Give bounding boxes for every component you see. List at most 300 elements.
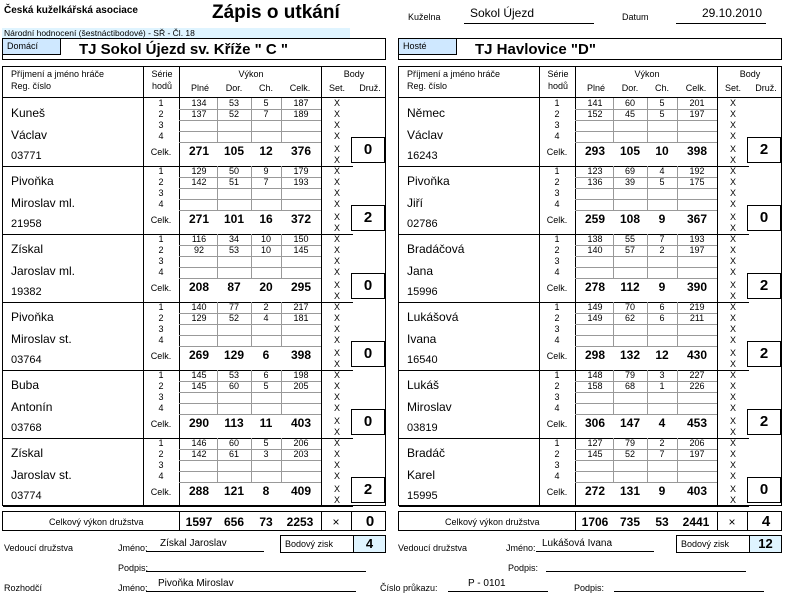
series-col-header2: hodů	[547, 81, 569, 91]
series-dor: 51	[228, 177, 239, 187]
referee-signature-field[interactable]	[614, 578, 764, 592]
set-mark: X	[333, 449, 340, 459]
player-points: 2	[747, 137, 781, 163]
player-reg: 03764	[11, 354, 42, 366]
set-mark: X	[333, 245, 340, 255]
set-header: Set.	[724, 83, 741, 93]
home-bod-zisk-value: 4	[353, 536, 385, 552]
series-number: 3	[554, 120, 560, 130]
inner-divider	[281, 438, 282, 482]
col-divider	[539, 67, 540, 505]
series-number: 4	[554, 471, 560, 481]
body-header: Body	[343, 69, 365, 79]
set-mark: X	[333, 335, 340, 345]
player-tot-celk: 453	[686, 416, 708, 430]
set-mark: X	[333, 131, 340, 141]
inner-divider	[677, 370, 678, 414]
series-plne: 92	[193, 245, 204, 255]
home-total-points: 0	[365, 513, 375, 530]
set-mark: X	[333, 109, 340, 119]
series-number: 3	[158, 120, 164, 130]
player-tot-plne: 288	[188, 484, 210, 498]
player-celk-label: Celk.	[150, 487, 172, 497]
player-tot-dor: 108	[619, 212, 641, 226]
series-number: 3	[554, 460, 560, 470]
set-mark: X	[333, 234, 340, 244]
series-celk: 197	[689, 245, 705, 255]
home-total-ch: 73	[259, 515, 273, 529]
series-dor: 60	[228, 438, 239, 448]
series-dor: 57	[624, 245, 635, 255]
player-surname: Bradáč	[407, 446, 446, 460]
series-ch: 5	[263, 438, 269, 448]
series-number: 4	[158, 131, 164, 141]
series-number: 4	[554, 199, 560, 209]
set-mark: X	[729, 267, 736, 277]
inner-divider	[281, 234, 282, 278]
series-line	[575, 346, 717, 347]
guest-panel	[398, 66, 782, 506]
series-line	[179, 210, 321, 211]
date-label: Datum	[622, 12, 649, 22]
set-mark: X	[729, 120, 736, 130]
series-plne: 140	[587, 245, 603, 255]
player-tot-dor: 129	[223, 348, 245, 362]
series-ch: 4	[263, 313, 269, 323]
set-header: Set.	[328, 83, 345, 93]
inner-divider	[647, 98, 648, 142]
player-reg: 03819	[407, 422, 438, 434]
player-celk-label: Celk.	[546, 283, 568, 293]
venue-field: Sokol Újezd	[464, 6, 594, 24]
inner-divider	[613, 98, 614, 142]
player-tot-ch: 12	[259, 144, 273, 158]
player-tot-celk: 409	[290, 484, 312, 498]
set-mark: X	[333, 324, 340, 334]
vykon-header: Výkon	[238, 69, 264, 79]
series-celk: 187	[293, 98, 309, 108]
player-celk-label: Celk.	[150, 283, 172, 293]
plne-header: Plné	[586, 83, 605, 93]
series-ch: 3	[263, 449, 269, 459]
series-dor: 61	[228, 449, 239, 459]
series-number: 1	[554, 98, 560, 108]
player-tot-celk: 403	[290, 416, 312, 430]
series-number: 1	[158, 438, 164, 448]
series-ch: 3	[659, 370, 665, 380]
set-mark: X	[333, 199, 340, 209]
spacer	[3, 143, 143, 144]
series-dor: 52	[624, 449, 635, 459]
player-tot-celk: 367	[686, 212, 708, 226]
inner-divider	[251, 370, 252, 414]
guest-total-celk: 2441	[682, 515, 710, 529]
series-ch: 10	[260, 234, 271, 244]
player-tot-dor: 105	[619, 144, 641, 158]
series-plne: 152	[587, 109, 603, 119]
series-number: 4	[158, 335, 164, 345]
player-points: 2	[351, 477, 385, 503]
player-tot-plne: 278	[584, 280, 606, 294]
series-line	[575, 324, 717, 325]
set-mark: X	[333, 223, 340, 233]
association-name: Česká kuželkářská asociace	[4, 5, 138, 16]
set-mark: X	[729, 370, 736, 380]
set-mark: X	[729, 403, 736, 413]
venue-label: Kuželna	[408, 12, 441, 22]
series-plne: 123	[587, 166, 603, 176]
series-line	[179, 188, 321, 189]
series-plne: 129	[191, 166, 207, 176]
inner-divider	[677, 302, 678, 346]
series-dor: 60	[228, 381, 239, 391]
player-surname: Získal	[11, 242, 44, 256]
player-surname: Bradáčová	[407, 242, 465, 256]
spacer	[399, 415, 539, 416]
series-plne: 148	[587, 370, 603, 380]
player-tot-celk: 403	[686, 484, 708, 498]
series-number: 3	[158, 256, 164, 266]
series-number: 1	[158, 370, 164, 380]
set-mark: X	[729, 335, 736, 345]
series-dor: 77	[228, 302, 239, 312]
set-mark: X	[333, 280, 340, 290]
player-firstname: Jana	[407, 264, 434, 278]
reg-col-header: Reg. číslo	[11, 81, 52, 91]
inner-divider	[251, 234, 252, 278]
player-tot-ch: 9	[658, 484, 666, 498]
player-tot-celk: 398	[290, 348, 312, 362]
player-tot-plne: 306	[584, 416, 606, 430]
druz-header: Druž.	[359, 83, 381, 93]
set-mark: X	[729, 256, 736, 266]
col-divider	[575, 67, 576, 505]
series-celk: 179	[293, 166, 309, 176]
player-tot-ch: 9	[658, 212, 666, 226]
player-points: 0	[747, 205, 781, 231]
player-reg: 21958	[11, 218, 42, 230]
guest-team-name: TJ Havlovice "D"	[475, 41, 596, 58]
series-line	[179, 131, 321, 132]
series-number: 3	[158, 188, 164, 198]
series-number: 4	[554, 131, 560, 141]
player-reg: 15996	[407, 286, 438, 298]
series-plne: 140	[191, 302, 207, 312]
player-points: 2	[747, 341, 781, 367]
player-tot-dor: 112	[620, 280, 640, 294]
home-total-label: Celkový výkon družstva	[49, 517, 144, 527]
spacer	[399, 143, 539, 144]
set-mark: X	[729, 359, 736, 369]
set-mark: X	[333, 120, 340, 130]
set-mark: X	[333, 144, 340, 154]
series-plne: 145	[191, 370, 207, 380]
home-team-name: TJ Sokol Újezd sv. Kříže " C "	[79, 41, 288, 58]
player-tot-celk: 390	[686, 280, 708, 294]
player-tot-plne: 293	[584, 144, 606, 158]
player-surname: Kuneš	[11, 106, 46, 120]
inner-divider	[251, 98, 252, 142]
series-celk: 227	[689, 370, 705, 380]
guest-total-ch: 53	[655, 515, 669, 529]
player-firstname: Antonín	[11, 400, 53, 414]
set-mark: X	[729, 427, 736, 437]
home-signature-field[interactable]	[146, 558, 366, 572]
guest-leader-label: Vedoucí družstva	[398, 543, 468, 553]
spacer	[3, 483, 143, 484]
player-tot-dor: 101	[223, 212, 245, 226]
player-firstname: Miroslav	[407, 400, 452, 414]
player-points: 0	[351, 409, 385, 435]
series-number: 4	[554, 267, 560, 277]
inner-divider	[217, 370, 218, 414]
set-mark: X	[729, 416, 736, 426]
guest-name-label: Jméno:	[506, 543, 536, 553]
set-mark: X	[729, 484, 736, 494]
set-mark: X	[729, 381, 736, 391]
series-number: 1	[554, 370, 560, 380]
inner-divider	[647, 302, 648, 346]
player-tot-dor: 113	[224, 416, 244, 430]
player-surname: Buba	[11, 378, 40, 392]
set-mark: X	[333, 155, 340, 165]
player-tot-ch: 8	[262, 484, 270, 498]
player-reg: 02786	[407, 218, 438, 230]
series-ch: 7	[263, 177, 269, 187]
inner-divider	[217, 234, 218, 278]
reg-col-header: Reg. číslo	[407, 81, 448, 91]
series-line	[575, 199, 717, 200]
set-mark: X	[333, 403, 340, 413]
player-celk-label: Celk.	[150, 351, 172, 361]
series-dor: 70	[624, 302, 635, 312]
series-number: 3	[554, 392, 560, 402]
series-plne: 145	[191, 381, 207, 391]
series-number: 4	[158, 471, 164, 481]
player-tot-celk: 372	[290, 212, 312, 226]
series-plne: 145	[587, 449, 603, 459]
series-celk: 181	[293, 313, 309, 323]
inner-divider	[281, 98, 282, 142]
player-tot-celk: 398	[686, 144, 708, 158]
set-mark: X	[333, 381, 340, 391]
series-plne: 146	[191, 438, 207, 448]
set-mark: X	[729, 177, 736, 187]
series-number: 1	[554, 438, 560, 448]
inner-divider	[281, 370, 282, 414]
series-ch: 2	[263, 302, 269, 312]
series-dor: 68	[624, 381, 635, 391]
col-divider	[717, 67, 718, 505]
series-ch: 2	[659, 438, 665, 448]
series-line	[575, 403, 717, 404]
guest-total-dor: 735	[619, 515, 641, 529]
player-tot-plne: 272	[584, 484, 606, 498]
series-plne: 127	[587, 438, 603, 448]
set-mark: X	[333, 416, 340, 426]
set-mark: X	[333, 313, 340, 323]
spacer	[399, 483, 539, 484]
set-mark: X	[729, 280, 736, 290]
player-tot-plne: 271	[188, 212, 210, 226]
series-line	[179, 392, 321, 393]
series-ch: 5	[263, 381, 269, 391]
series-number: 4	[554, 335, 560, 345]
set-mark: X	[333, 291, 340, 301]
set-mark: X	[333, 177, 340, 187]
player-divider	[3, 506, 353, 507]
player-tot-ch: 4	[658, 416, 666, 430]
player-reg: 19382	[11, 286, 42, 298]
set-mark: X	[333, 348, 340, 358]
home-team-header	[2, 38, 386, 60]
series-plne: 116	[191, 234, 207, 244]
guest-total-label: Celkový výkon družstva	[445, 517, 540, 527]
series-number: 1	[158, 166, 164, 176]
series-celk: 145	[293, 245, 309, 255]
ch-header: Ch.	[258, 83, 273, 93]
player-points: 0	[351, 341, 385, 367]
series-number: 1	[158, 98, 164, 108]
inner-divider	[677, 166, 678, 210]
series-ch: 6	[659, 302, 665, 312]
player-tot-dor: 147	[619, 416, 641, 430]
series-dor: 60	[624, 98, 635, 108]
guest-total-x: ×	[728, 515, 736, 529]
player-firstname: Miroslav st.	[11, 332, 72, 346]
series-line	[575, 131, 717, 132]
set-mark: X	[729, 348, 736, 358]
player-tot-ch: 11	[259, 416, 273, 430]
referee-sign-label: Podpis:	[574, 583, 605, 593]
series-dor: 39	[624, 177, 635, 187]
inner-divider	[647, 234, 648, 278]
player-reg: 03771	[11, 150, 42, 162]
series-number: 2	[554, 449, 560, 459]
set-mark: X	[333, 427, 340, 437]
plne-header: Plné	[190, 83, 209, 93]
series-ch: 9	[263, 166, 269, 176]
player-reg: 16243	[407, 150, 438, 162]
player-celk-label: Celk.	[150, 147, 172, 157]
series-ch: 5	[659, 98, 665, 108]
inner-divider	[677, 234, 678, 278]
spacer	[3, 415, 143, 416]
inner-divider	[251, 302, 252, 346]
series-line	[179, 256, 321, 257]
series-ch: 5	[659, 109, 665, 119]
series-ch: 1	[659, 381, 665, 391]
series-number: 2	[554, 109, 560, 119]
series-number: 1	[158, 302, 164, 312]
series-celk: 193	[293, 177, 309, 187]
series-number: 1	[554, 302, 560, 312]
series-col-header2: hodů	[151, 81, 173, 91]
inner-divider	[251, 438, 252, 482]
inner-divider	[613, 166, 614, 210]
player-surname: Němec	[407, 106, 446, 120]
series-ch: 7	[659, 449, 665, 459]
series-line	[575, 460, 717, 461]
series-number: 1	[554, 234, 560, 244]
series-line	[179, 460, 321, 461]
spacer	[399, 347, 539, 348]
series-number: 2	[554, 245, 560, 255]
set-mark: X	[333, 460, 340, 470]
guest-total-plne: 1706	[581, 515, 609, 529]
guest-sign-label: Podpis:	[508, 563, 539, 573]
set-mark: X	[333, 98, 340, 108]
series-celk: 201	[689, 98, 705, 108]
series-col-header1: Série	[547, 69, 569, 79]
series-celk: 217	[293, 302, 309, 312]
home-total-row	[2, 511, 386, 531]
dor-header: Dor.	[225, 83, 243, 93]
set-mark: X	[729, 471, 736, 481]
series-number: 3	[554, 256, 560, 266]
body-header: Body	[739, 69, 761, 79]
player-tot-dor: 87	[227, 280, 241, 294]
series-dor: 69	[624, 166, 635, 176]
set-mark: X	[333, 392, 340, 402]
player-points: 2	[747, 273, 781, 299]
inner-divider	[647, 166, 648, 210]
player-firstname: Václav	[11, 128, 48, 142]
player-celk-label: Celk.	[150, 419, 172, 429]
set-mark: X	[729, 223, 736, 233]
series-celk: 193	[689, 234, 705, 244]
referee-label: Rozhodčí	[4, 583, 43, 593]
player-points: 2	[747, 409, 781, 435]
player-reg: 16540	[407, 354, 438, 366]
player-tot-ch: 10	[655, 144, 669, 158]
series-line	[179, 324, 321, 325]
set-mark: X	[333, 471, 340, 481]
set-mark: X	[333, 359, 340, 369]
inner-divider	[613, 438, 614, 482]
series-celk: 197	[689, 109, 705, 119]
set-mark: X	[729, 144, 736, 154]
inner-divider	[217, 98, 218, 142]
spacer	[3, 347, 143, 348]
set-mark: X	[333, 212, 340, 222]
series-number: 2	[158, 313, 164, 323]
series-line	[575, 267, 717, 268]
guest-total-row	[398, 511, 782, 531]
series-line	[575, 335, 717, 336]
inner-divider	[217, 302, 218, 346]
guest-bod-zisk	[676, 535, 782, 553]
set-mark: X	[729, 460, 736, 470]
player-points: 0	[747, 477, 781, 503]
player-col-header: Příjmení a jméno hráče	[11, 69, 105, 79]
player-celk-label: Celk.	[546, 419, 568, 429]
series-line	[575, 414, 717, 415]
player-surname: Získal	[11, 446, 44, 460]
series-plne: 138	[587, 234, 603, 244]
series-ch: 4	[659, 166, 665, 176]
guest-signature-field[interactable]	[546, 558, 746, 572]
spacer	[399, 211, 539, 212]
home-bod-zisk	[280, 535, 386, 553]
player-firstname: Václav	[407, 128, 444, 142]
document-header	[0, 0, 794, 28]
series-line	[575, 392, 717, 393]
set-mark: X	[729, 438, 736, 448]
home-label: Domácí	[3, 39, 61, 55]
player-celk-label: Celk.	[546, 215, 568, 225]
player-firstname: Jaroslav st.	[11, 468, 72, 482]
